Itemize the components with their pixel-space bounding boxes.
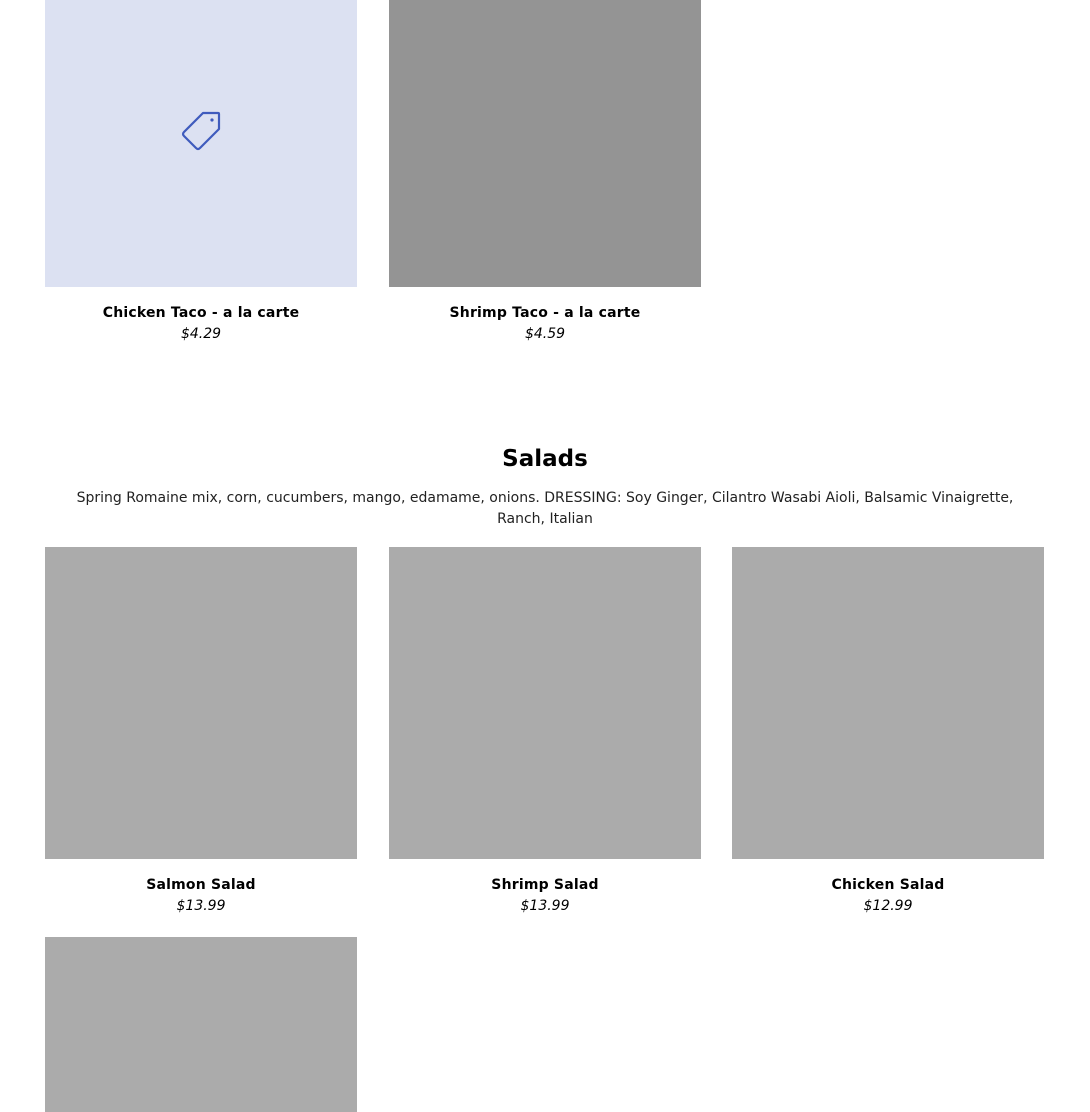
product-price: $4.59 — [524, 326, 566, 342]
product-image[interactable] — [45, 547, 357, 859]
section-title: Salads — [502, 446, 588, 472]
product-title[interactable]: Chicken Taco - a la carte — [102, 305, 300, 321]
product-price: $4.29 — [180, 326, 222, 342]
product-price: $13.99 — [176, 898, 226, 914]
product-image[interactable] — [732, 547, 1044, 859]
product-card-chicken-taco[interactable] — [45, 0, 357, 343]
product-price: $13.99 — [520, 898, 570, 914]
section-description: Spring Romaine mix, corn, cucumbers, mango, edamame, onions. DRESSING: Soy Ginger, Cilantro Wasabi Aioli, Balsamic Vinaigrette, Ranch, Italian — [76, 490, 1014, 527]
product-card-next[interactable] — [45, 937, 357, 1112]
product-image[interactable] — [389, 0, 701, 287]
product-card-shrimp-taco[interactable] — [389, 0, 701, 343]
product-title[interactable]: Shrimp Salad — [491, 877, 599, 893]
product-card-salmon-salad[interactable] — [45, 547, 357, 915]
product-price: $12.99 — [863, 898, 913, 914]
product-title[interactable]: Salmon Salad — [146, 877, 256, 893]
product-image[interactable] — [45, 937, 357, 1112]
product-image[interactable] — [389, 547, 701, 859]
product-title[interactable]: Shrimp Taco - a la carte — [449, 305, 641, 321]
product-image-placeholder[interactable] — [45, 0, 357, 287]
price-tag-icon — [179, 109, 223, 153]
product-card-chicken-salad[interactable] — [732, 547, 1044, 915]
product-title[interactable]: Chicken Salad — [831, 877, 945, 893]
product-card-shrimp-salad[interactable] — [389, 547, 701, 915]
